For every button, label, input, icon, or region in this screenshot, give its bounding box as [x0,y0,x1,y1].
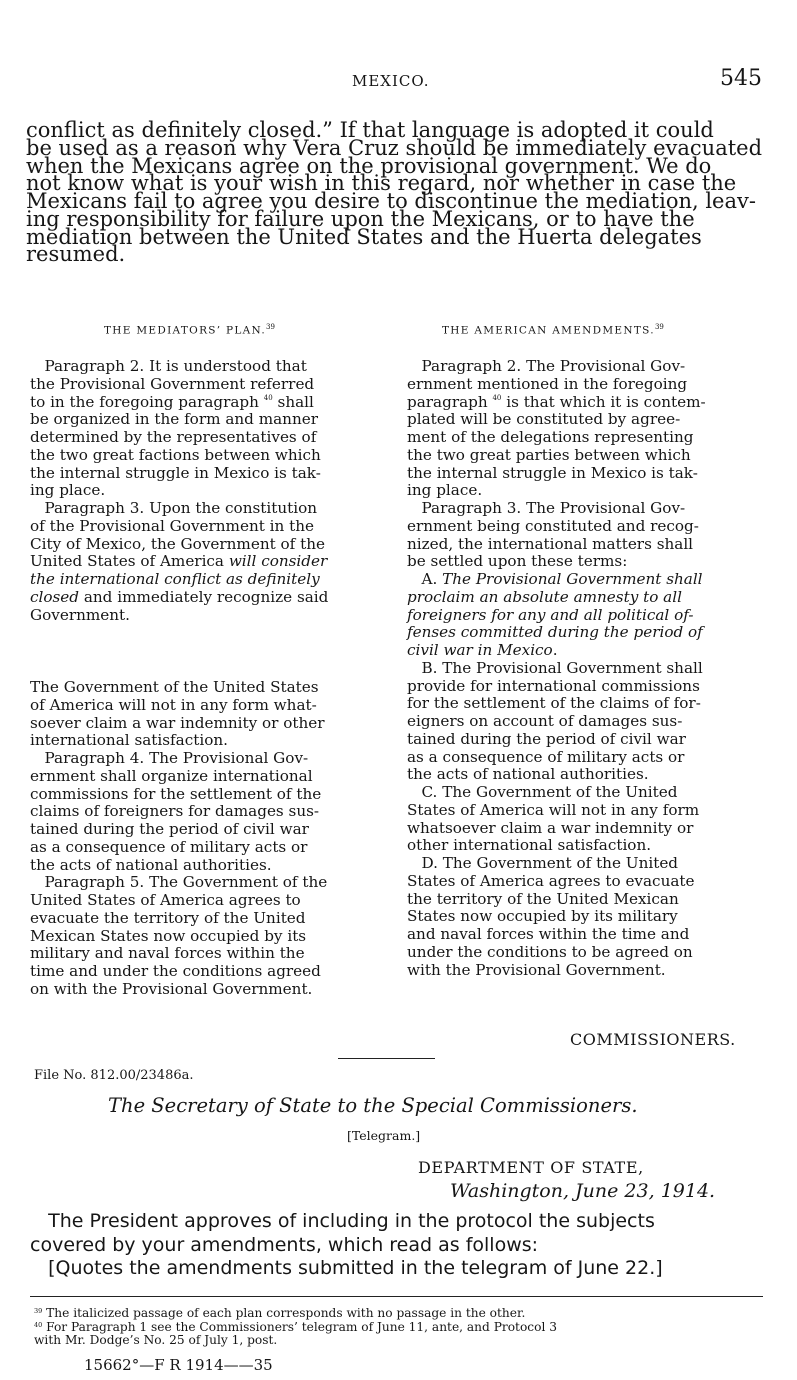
text-line [30,429,328,447]
italic-run: will consider [228,552,328,571]
text-run: determined by the representatives of [30,428,317,446]
text-line [407,589,706,607]
right-heading-footnote-ref: 39 [654,323,664,331]
text-line [407,607,706,625]
text-line [30,500,328,518]
footnote-rule [30,1296,763,1297]
text-line [407,376,706,394]
footnote-ref: 40 [263,393,273,402]
footnote-ref: 40 [492,393,502,402]
footnote-continuation [34,1333,557,1347]
text-run: be organized in the form and manner [30,410,318,429]
text-line [407,837,706,855]
text-run: other international satisfaction. [407,836,652,855]
text-line [407,713,706,731]
text-run: ment of the delegations representing [407,428,694,446]
department-heading: DEPARTMENT OF STATE, [418,1158,644,1177]
text-line [30,715,327,733]
italic-run: the international conflict as definitely [30,570,320,588]
document-title: The Secretary of State to the Special Commissioners. [108,1094,638,1117]
text-run: the internal struggle in Mexico is tak- [30,463,321,482]
text-line [30,465,328,483]
text-run: Mexican States now occupied by its [30,926,307,945]
text-line: when the Mexicans agree on the provisional government. We do [26,153,712,178]
text-run: ing place. [407,481,483,500]
text-run: the two great factions between which [30,445,321,464]
text-line [30,518,328,536]
text-run: States of America will not in any form [407,800,700,819]
text-run: States now occupied by its military [407,907,678,926]
mediators-plan-block-2 [30,679,327,999]
text-run: ernment shall organize international [30,766,313,785]
text-line [407,571,706,589]
commissioners-signature: COMMISSIONERS. [570,1030,736,1049]
text-line [30,376,328,394]
section-divider [338,1058,435,1059]
place-and-date: Washington, June 23, 1914. [450,1180,716,1202]
text-run: United States of America agrees to [30,891,301,909]
text-run: soever claim a war indemnity or other [30,713,325,732]
text-line [30,697,327,715]
text-run: as a consequence of military acts or [30,837,308,856]
text-line [407,500,706,518]
text-line [407,642,706,660]
text-line [407,553,706,571]
text-line [407,695,706,713]
text-run: and naval forces within the time and [407,925,690,943]
text-line [407,482,706,500]
text-line [407,873,706,891]
american-amendments-column [407,358,706,979]
right-column-heading [442,323,664,337]
italic-run: closed [30,587,80,606]
text-run: commissions for the settlement of the [30,784,322,803]
italic-run: foreigners for any and all political of- [407,605,694,624]
text-line [407,820,706,838]
text-run: Paragraph 4. The Provisional Gov- [30,749,309,767]
text-run: under the conditions to be agreed on [407,942,693,961]
text-line [407,944,706,962]
text-run: Paragraph 2. It is understood that [30,357,307,375]
text-line [30,750,327,768]
text-line: mediation between the United States and the Huerta delegates [26,224,702,249]
text-line [407,624,706,642]
text-line [407,731,706,749]
text-run: eigners on account of damages sus- [407,712,683,730]
text-line: ing responsibility for failure upon the Mexicans, or to have the [26,206,695,231]
text-line: [Quotes the amendments submitted in the telegram of June 22.] [30,1257,663,1279]
intro-paragraph [26,118,763,267]
text-line [30,945,327,963]
text-line [30,411,328,429]
right-heading-text: THE AMERICAN AMENDMENTS. [442,324,655,337]
text-run: tained during the period of civil war [30,820,309,838]
text-line: be used as a reason why Vera Cruz should be immediately evacuated [26,135,763,160]
text-line [407,536,706,554]
footnote-text: with Mr. Dodge’s No. 25 of July 1, post. [34,1332,278,1347]
italic-run: proclaim an absolute amnesty to all [407,587,682,606]
text-line [407,465,706,483]
text-line [407,855,706,873]
text-run: D. The Government of the United [407,854,679,872]
text-run: military and naval forces within the [30,944,305,963]
text-line [407,660,706,678]
text-line [30,732,327,750]
text-run: to in the foregoing paragraph [30,392,264,411]
footnote-mark: 40 [34,1321,43,1330]
text-run: the Provisional Government referred [30,374,315,393]
text-line: covered by your amendments, which read as follows: [30,1233,539,1256]
text-run: ing place. [30,481,106,500]
text-line [30,358,328,376]
text-line [30,857,327,875]
text-run: City of Mexico, the Government of the [30,534,325,553]
text-line [407,394,706,412]
text-line: Mexicans fail to agree you desire to discontinue the mediation, leav- [26,189,756,213]
text-line [407,749,706,767]
text-run: of America will not in any form what- [30,695,317,714]
footnote-40 [34,1318,557,1335]
page-number: 545 [720,66,762,91]
footnote-text: For Paragraph 1 see the Commissioners’ telegram of June 11, ante, and Protocol 3 [42,1320,557,1335]
text-run: Paragraph 3. The Provisional Gov- [407,499,686,517]
text-line [407,411,706,429]
text-run: plated will be constituted by agree- [407,410,681,429]
text-line: conflict as definitely closed.” If that language is adopted it could [26,118,714,142]
text-run: Paragraph 3. Upon the constitution [30,499,318,517]
text-run: on with the Provisional Government. [30,979,313,998]
text-line [30,553,328,571]
telegram-label: [Telegram.] [347,1128,421,1143]
text-run: with the Provisional Government. [407,960,666,979]
text-run: Paragraph 5. The Government of the [30,873,328,892]
text-run: be settled upon these terms: [407,552,628,571]
text-run: The Government of the United States [30,678,319,696]
text-line [30,607,328,625]
text-line [30,447,328,465]
text-line [30,839,327,857]
text-line [30,981,327,999]
text-line [30,803,327,821]
text-run: evacuate the territory of the United [30,908,306,927]
text-run: the internal struggle in Mexico is tak- [407,463,698,482]
text-run: time and under the conditions agreed [30,962,321,980]
text-line [407,891,706,909]
text-run: A. [407,570,443,588]
text-line [30,821,327,839]
text-run: ernment being constituted and recog- [407,516,699,535]
text-run: B. The Provisional Government shall [407,658,703,677]
text-line [30,679,327,697]
text-run: of the Provisional Government in the [30,516,314,535]
text-line [407,802,706,820]
text-run: the territory of the United Mexican [407,889,679,908]
text-line: resumed. [26,242,126,267]
text-run: shall [272,392,314,411]
text-run: international satisfaction. [30,731,228,750]
left-column-heading [104,323,275,337]
text-run: C. The Government of the United [407,783,678,801]
text-line [30,874,327,892]
text-run: the two great parties between which [407,445,691,464]
telegram-body [30,1210,663,1281]
text-run: paragraph [407,392,493,411]
text-run: Government. [30,605,130,624]
text-run: United States of America [30,552,229,571]
text-run: the acts of national authorities. [30,855,272,874]
text-line: The President approves of including in the protocol the subjects [30,1210,655,1232]
text-run: and immediately recognize said [79,587,329,606]
text-line [30,482,328,500]
left-heading-footnote-ref: 39 [266,323,275,331]
text-line [407,429,706,447]
footnotes [34,1304,557,1347]
text-line [407,908,706,926]
text-line [30,892,327,910]
text-run: . [552,641,558,659]
italic-run: fenses committed during the period of [407,623,703,642]
text-line [407,447,706,465]
text-line [30,963,327,981]
text-line [30,768,327,786]
text-run: States of America agrees to evacuate [407,871,695,890]
text-run: whatsoever claim a war indemnity or [407,818,694,837]
text-run: provide for international commissions [407,676,700,695]
text-run: tained during the period of civil war [407,729,686,748]
footnote-39 [34,1304,557,1318]
text-line [30,786,327,804]
text-run: is that which it is contem- [501,392,706,411]
footnote-mark: 39 [34,1307,43,1315]
file-number: File No. 812.00/23486a. [34,1068,194,1083]
text-run: nized, the international matters shall [407,534,694,553]
text-line [407,678,706,696]
text-line [407,962,706,980]
text-line [407,358,706,376]
text-line [30,928,327,946]
running-header-title: MEXICO. [352,72,430,90]
italic-run: The Provisional Government shall [442,570,703,588]
left-heading-text: THE MEDIATORS’ PLAN. [104,324,267,337]
text-run: for the settlement of the claims of for- [407,694,701,713]
mediators-plan-block-1 [30,358,328,624]
text-run: Paragraph 2. The Provisional Gov- [407,357,686,375]
text-line [407,784,706,802]
text-line [407,926,706,944]
text-line [407,518,706,536]
text-line [407,766,706,784]
text-line [30,536,328,554]
text-line [30,571,328,589]
printer-signature-mark: 15662°—F R 1914——35 [84,1356,273,1374]
text-line [30,910,327,928]
footnote-text: The italicized passage of each plan corresponds with no passage in the other. [42,1306,526,1320]
text-run: the acts of national authorities. [407,765,649,784]
text-run: ernment mentioned in the foregoing [407,374,688,393]
text-line [30,589,328,607]
text-run: as a consequence of military acts or [407,747,685,766]
italic-run: civil war in Mexico [407,641,553,659]
text-line [30,394,328,412]
text-run: claims of foreigners for damages sus- [30,802,320,821]
text-line: not know what is your wish in this regard, nor whether in case the [26,171,737,196]
